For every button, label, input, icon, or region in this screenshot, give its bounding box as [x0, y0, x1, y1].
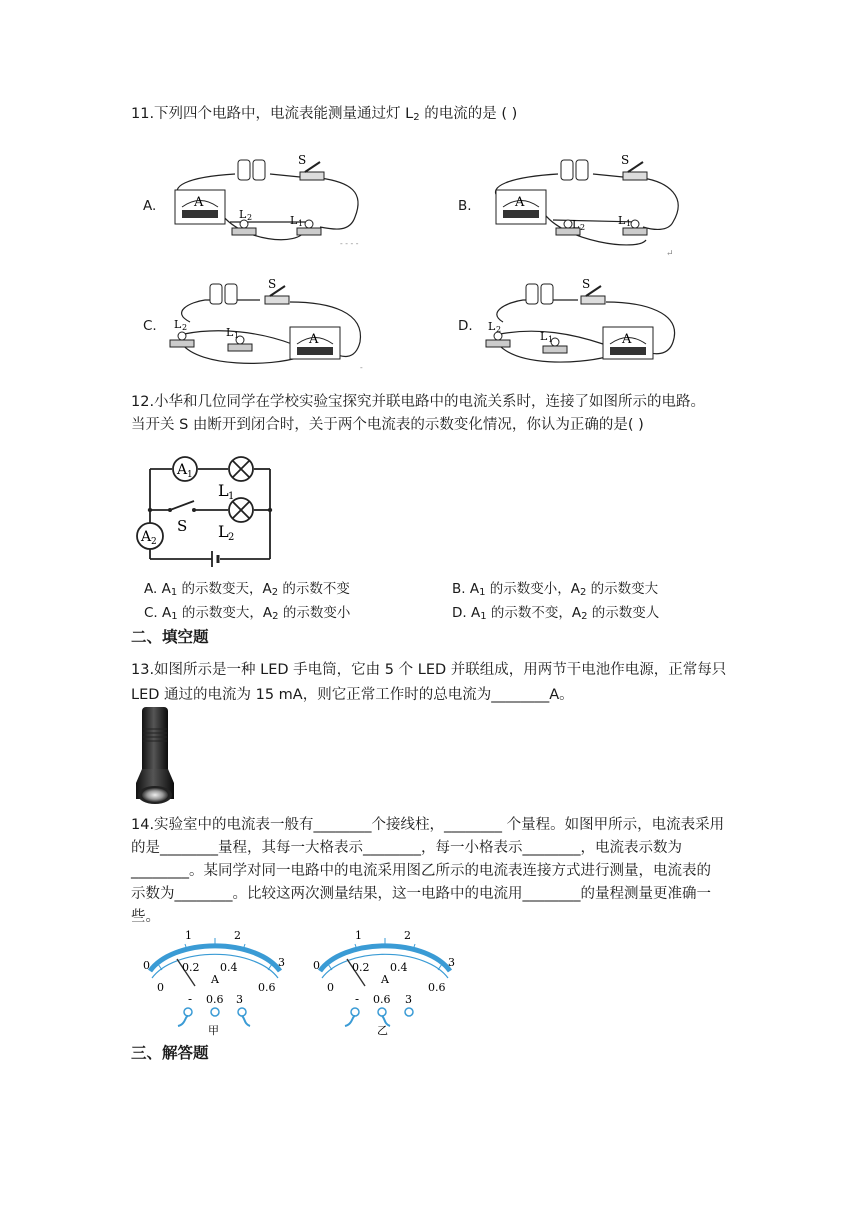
svg-text:S: S: [268, 277, 277, 291]
circuit-diagram-d: [478, 272, 683, 374]
svg-text:3: 3: [236, 993, 243, 1006]
lamp-l2-label: L: [218, 522, 229, 541]
svg-text:1: 1: [187, 470, 193, 480]
svg-text:2: 2: [496, 325, 502, 334]
q12-option-a: A. $A_1$ 的示数变天，$A_2$ 的示数不变: [144, 581, 350, 598]
led-flashlight-image: [133, 707, 179, 807]
svg-text:1: 1: [548, 335, 554, 344]
circuit-diagram-b: [488, 152, 688, 260]
svg-text:2: 2: [228, 532, 235, 543]
ammeter-dial-jia: [140, 926, 290, 1036]
svg-text:↵: ↵: [666, 249, 674, 259]
q12-option-c: C. $A_1$ 的示数变大，$A_2$ 的示数变小: [144, 605, 351, 622]
q13-stem-line-1: 13.如图所示是一种 LED 手电筒，它由 5 个 LED 并联组成，用两节干电池作电源，正常每只: [131, 662, 727, 678]
q13-stem-line-2: LED 通过的电流为 15 mA，则它正常工作时的总电流为________A。: [131, 687, 574, 703]
ammeter-a1-label: A: [177, 462, 188, 478]
lamp-l1-label: L: [218, 481, 229, 500]
svg-text:0: 0: [143, 959, 150, 972]
svg-text:S: S: [582, 277, 591, 291]
svg-text:0.2: 0.2: [182, 961, 200, 974]
q14-stem-line-2: 的是________量程，其每一大格表示________，每一小格表示________，电流表示数为: [131, 840, 682, 856]
svg-text:2: 2: [234, 929, 241, 942]
circuit-diagram-c: [160, 272, 375, 374]
svg-text:2: 2: [404, 929, 411, 942]
svg-text:0: 0: [157, 981, 164, 994]
meter-jia-label: 甲: [208, 1024, 219, 1036]
q14-stem-line-4: 示数为________。比较这两次测量结果，这一电路中的电流用________的量程测量更准确一: [131, 886, 711, 902]
svg-text:A: A: [622, 332, 632, 347]
svg-text:0: 0: [313, 959, 320, 972]
ammeter-a2-label: A: [141, 529, 152, 545]
lamp-l2-label: L: [239, 208, 247, 221]
svg-text:1: 1: [234, 331, 240, 340]
svg-text:2: 2: [247, 213, 253, 222]
q11-option-d-label: D.: [458, 318, 473, 334]
svg-text:L: L: [540, 330, 548, 343]
lamp-l1-label: L: [290, 214, 298, 227]
svg-text:3: 3: [448, 956, 455, 969]
switch-label: S: [298, 153, 307, 167]
svg-text:A: A: [515, 195, 525, 210]
q11-option-b-label: B.: [458, 198, 472, 214]
circuit-diagram-a: [160, 152, 375, 252]
svg-text:2: 2: [182, 323, 188, 332]
svg-text:0.6: 0.6: [258, 981, 276, 994]
svg-text:3: 3: [278, 956, 285, 969]
ammeter-label: A: [194, 195, 204, 210]
svg-text:1: 1: [298, 219, 304, 228]
svg-text:0.6: 0.6: [206, 993, 224, 1006]
svg-text:1: 1: [626, 219, 632, 228]
q11-stem: 11.下列四个电路中，电流表能测量通过灯 $L_2$ 的电流的是 ( ): [131, 106, 518, 123]
svg-text:L: L: [174, 318, 182, 331]
svg-text:-: -: [188, 992, 193, 1006]
svg-text:2: 2: [151, 537, 157, 547]
section-answer-heading: 三、解答题: [131, 1044, 209, 1062]
svg-text:L: L: [572, 218, 580, 231]
q12-option-d: D. $A_1$ 的示数不变，$A_2$ 的示数变人: [452, 605, 660, 622]
section-fill-in-heading: 二、填空题: [131, 628, 209, 646]
svg-text:- - - -: - - - -: [340, 239, 359, 248]
q14-stem-line-3: ________。某同学对同一电路中的电流采用图乙所示的电流表连接方式进行测量，电流表的: [131, 863, 711, 879]
svg-text:1: 1: [228, 491, 235, 502]
svg-text:L: L: [488, 320, 496, 333]
parallel-circuit-diagram: [132, 455, 282, 567]
svg-text:0.4: 0.4: [220, 961, 238, 974]
svg-text:2: 2: [580, 223, 586, 232]
q12-stem-line-1: 12.小华和几位同学在学校实验宝探究并联电路中的电流关系时，连接了如图所示的电路。: [131, 394, 706, 410]
svg-text:-: -: [360, 363, 363, 372]
q12-stem-line-2: 当开关 S 由断开到闭合时，关于两个电流表的示数变化情况，你认为正确的是( ): [131, 417, 644, 433]
svg-text:L: L: [618, 214, 626, 227]
meter-yi-label: 乙: [377, 1024, 388, 1036]
svg-text:S: S: [621, 153, 630, 167]
svg-text:1: 1: [355, 929, 362, 942]
svg-text:A: A: [381, 973, 389, 986]
svg-text:A: A: [309, 332, 319, 347]
svg-text:1: 1: [185, 929, 192, 942]
q14-stem-line-1: 14.实验室中的电流表一般有________个接线柱，________ 个量程。如图甲所示，电流表采用: [131, 817, 725, 833]
svg-text:0.4: 0.4: [390, 961, 408, 974]
svg-text:0.6: 0.6: [428, 981, 446, 994]
svg-text:A: A: [211, 973, 219, 986]
svg-text:0.6: 0.6: [373, 993, 391, 1006]
q14-stem-line-5: 些。: [131, 909, 160, 925]
switch-s-label: S: [177, 517, 188, 535]
q12-option-b: B. $A_1$ 的示数变小，$A_2$ 的示数变大: [452, 581, 659, 598]
svg-text:0: 0: [327, 981, 334, 994]
svg-text:3: 3: [405, 993, 412, 1006]
svg-text:0.2: 0.2: [352, 961, 370, 974]
q11-option-c-label: C.: [143, 318, 157, 334]
ammeter-dial-yi: [310, 926, 460, 1036]
q11-option-a-label: A.: [143, 198, 157, 214]
svg-text:L: L: [226, 326, 234, 339]
svg-text:-: -: [355, 992, 360, 1006]
